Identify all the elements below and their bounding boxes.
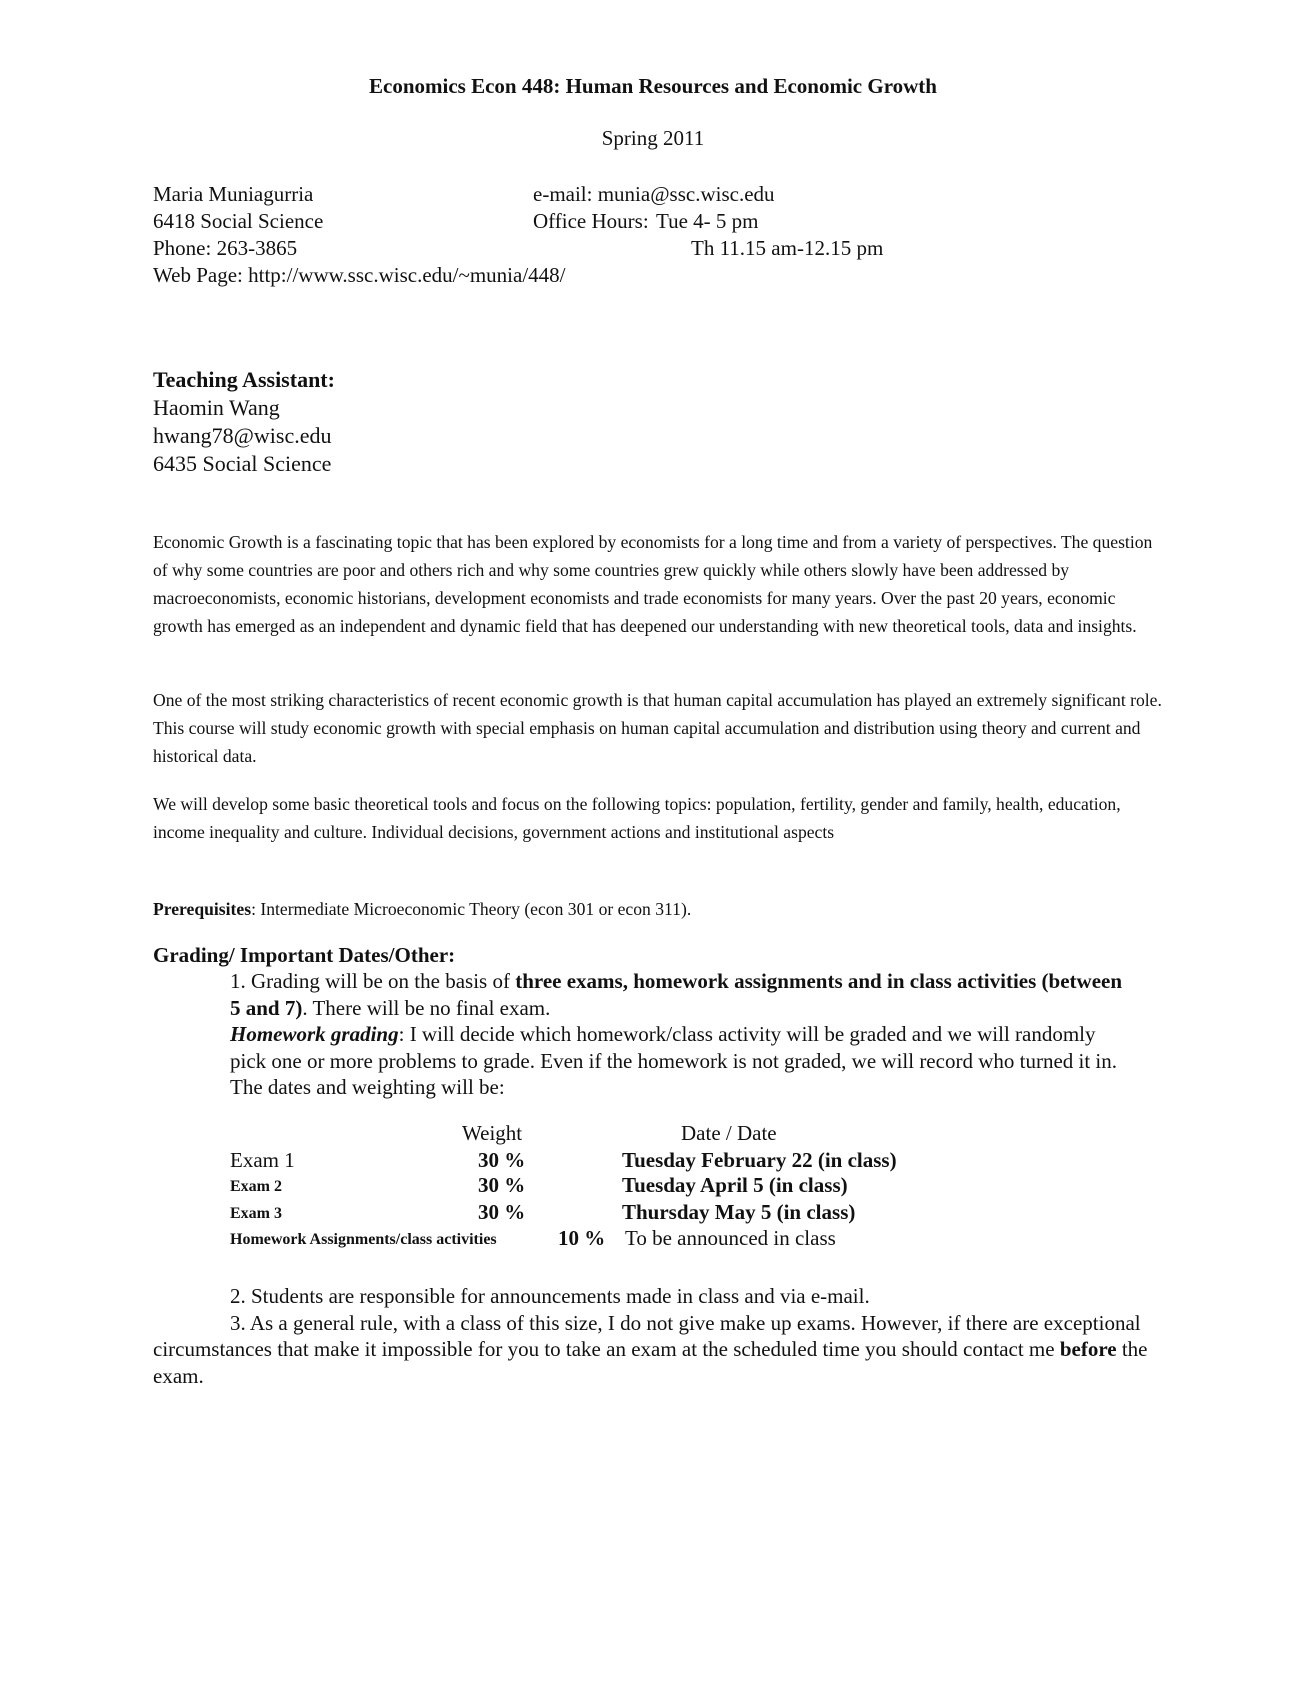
col-header-weight: Weight (462, 1121, 523, 1145)
grading-heading: Grading/ Important Dates/Other: (153, 943, 456, 967)
exam-2-weight-value: 30 % (478, 1173, 526, 1197)
exam-2-date (622, 1173, 848, 1198)
exam-3-date-value: Thursday May 5 (in class) (622, 1200, 856, 1224)
homework-weight-value: 10 % (558, 1226, 606, 1250)
exam-1-weight (478, 1148, 525, 1173)
office-hours-label: Office Hours: (533, 209, 649, 233)
office-hours-2: Th 11.15 am-12.15 pm (691, 236, 884, 260)
homework-date: To be announced in class (625, 1226, 836, 1250)
homework-grading-label: Homework grading (230, 1022, 399, 1046)
exam-1-date-value: Tuesday February 22 (in class) (622, 1148, 897, 1172)
homework-name: Homework Assignments/class activities (230, 1231, 497, 1248)
note-item-3-text: 3. As a general rule, with a class of this size, I do not give make up exams. However, if there are exceptional circumstances that make it impossible for you to take an exam at the scheduled time you should contact me (153, 1310, 1141, 1361)
dates-intro: The dates and weighting will be: (230, 1075, 505, 1099)
note-item-3-bold: before (1059, 1337, 1117, 1361)
col-header-date: Date / Date (681, 1121, 777, 1145)
homework-grading (230, 1021, 1130, 1074)
grading-body (230, 968, 1130, 1101)
prerequisites-text: : Intermediate Microeconomic Theory (econ 301 or econ 311). (251, 899, 692, 919)
ta-block (153, 366, 335, 478)
exam-1-weight-value: 30 % (478, 1148, 526, 1172)
grading-item-1-text: 1. Grading will be on the basis of (230, 969, 516, 993)
exam-3-date (622, 1200, 855, 1225)
instructor-email: e-mail: munia@ssc.wisc.edu (533, 182, 775, 206)
prerequisites (153, 895, 1163, 923)
instructor-block (153, 181, 566, 289)
exam-2-name: Exam 2 (230, 1178, 282, 1195)
note-item-3 (153, 1310, 1163, 1390)
exam-1-date (622, 1148, 897, 1173)
course-title: Economics Econ 448: Human Resources and Economic Growth (369, 74, 937, 98)
exam-2-weight (478, 1173, 525, 1198)
homework-grading-text: : I will decide which homework/class activity will be graded and we will randomly pick one or more problems to grade. Even if the homework is not graded, we will record who turned it in. (230, 1022, 1118, 1073)
ta-name: Haomin Wang (153, 395, 280, 420)
instructor-office: 6418 Social Science (153, 209, 324, 233)
note-item-3-end: the exam. (153, 1337, 1148, 1388)
instructor-name: Maria Muniagurria (153, 182, 314, 206)
grading-item-1-bold: three exams, homework assignments and in class activities (between 5 and 7) (230, 969, 1123, 1020)
grading-item-1 (230, 968, 1130, 1021)
description-paragraph-3: We will develop some basic theoretical tools and focus on the following topics: population, fertility, gender and family, health, education, income inequality and culture. Individual decisions, government actions and institutional aspects (153, 794, 1121, 842)
exam-2-date-value: Tuesday April 5 (in class) (622, 1173, 848, 1197)
prerequisites-label: Prerequisites (153, 899, 252, 919)
grading-item-1-end: . There will be no final exam. (302, 995, 551, 1020)
office-hours-1: Tue 4- 5 pm (656, 209, 759, 233)
description-paragraph-2: One of the most striking characteristics of recent economic growth is that human capital accumulation has played an extremely significant role. This course will study economic growth with special emphasis on human capital accumulation and distribution using theory and current and historical data. (153, 690, 1162, 766)
course-term: Spring 2011 (601, 126, 705, 150)
exam-3-name: Exam 3 (230, 1205, 282, 1222)
description-paragraph-1: Economic Growth is a fascinating topic that has been explored by economists for a long time and from a variety of perspectives. The question of why some countries are poor and others rich and why some countries grew quickly while others slowly have been addressed by macroeconomists, economic historians, development economists and trade economists for many years. Over the past 20 years, economic growth has emerged as an independent and dynamic field that has deepened our understanding with new theoretical tools, data and insights. (153, 532, 1153, 636)
instructor-web: Web Page: http://www.ssc.wisc.edu/~munia/448/ (153, 263, 566, 287)
note-item-2: 2. Students are responsible for announcements made in class and via e-mail. (230, 1284, 870, 1308)
exam-1-name: Exam 1 (230, 1148, 295, 1172)
ta-heading: Teaching Assistant: (153, 367, 335, 392)
exam-3-weight-value: 30 % (478, 1200, 526, 1224)
homework-weight (558, 1226, 605, 1251)
notes-block (153, 1283, 1163, 1389)
instructor-phone: Phone: 263-3865 (153, 236, 298, 260)
ta-email: hwang78@wisc.edu (153, 423, 332, 448)
ta-office: 6435 Social Science (153, 451, 332, 476)
exam-3-weight (478, 1200, 525, 1225)
